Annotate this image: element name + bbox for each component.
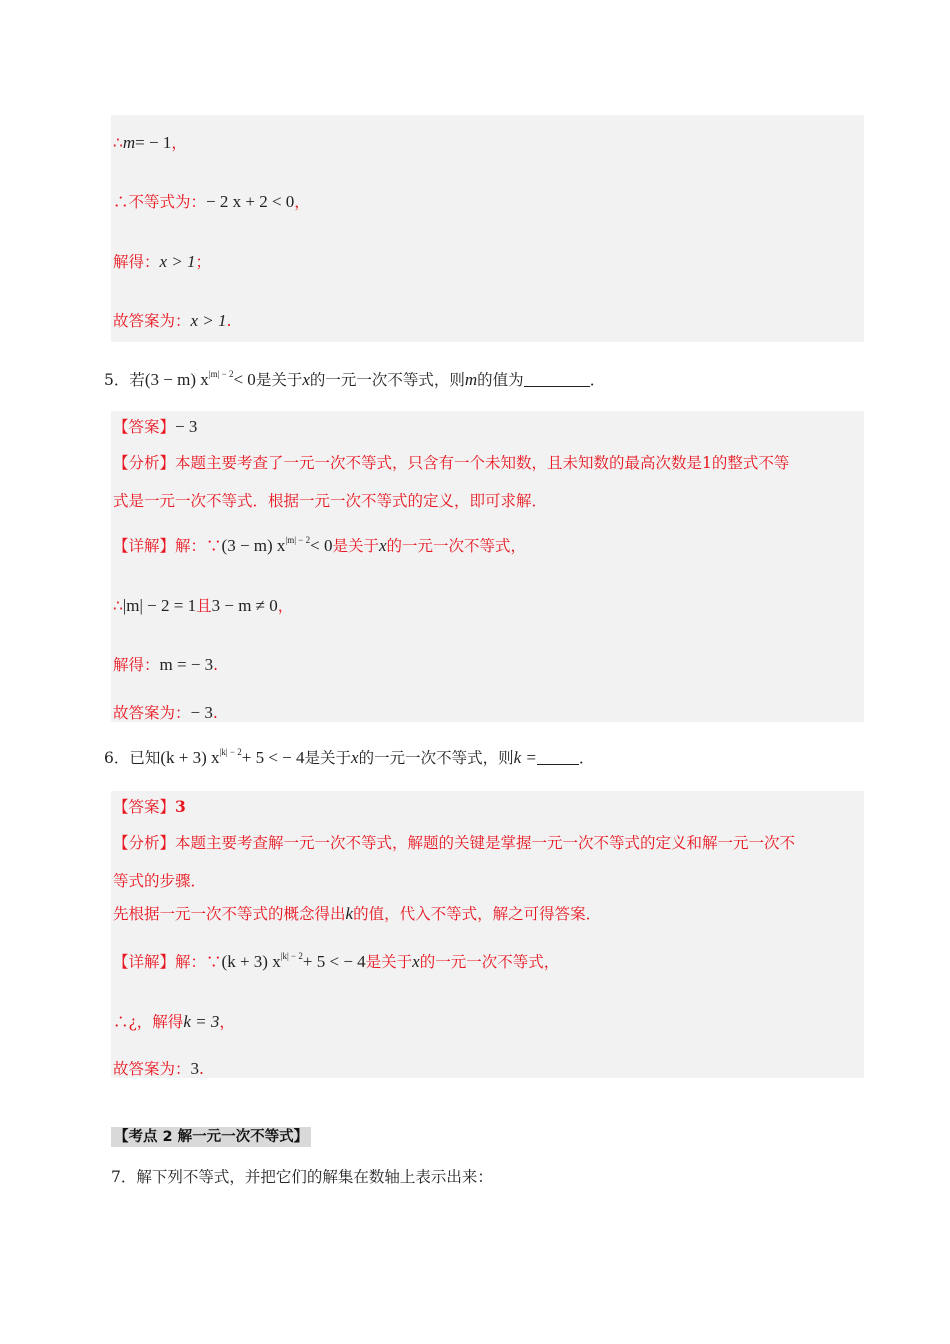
analysis-text: 先根据一元一次不等式的概念得出 [113, 905, 346, 923]
analysis-text: 的整式不等 [711, 454, 790, 472]
solution-text: 故答案为： [113, 312, 191, 330]
question-text: 的一元一次不等式，则 [309, 371, 465, 389]
analysis-line [113, 451, 789, 473]
math-expr: (3 − m) x [221, 536, 286, 555]
question-text: 的一元一次不等式，则 [358, 749, 514, 767]
math-expr: + 5 < − 4 [302, 952, 366, 971]
question-text: 是关于 [255, 371, 303, 389]
math-expr: (3 − m) x [144, 370, 209, 389]
therefore-symbol: ∴ [113, 597, 123, 615]
question-text: 是关于 [304, 749, 352, 767]
question-7 [111, 1165, 493, 1187]
math-expr: + 5 < − 4 [241, 748, 305, 767]
solution-block-previous [111, 115, 864, 342]
question-text: 解下列不等式，并把它们的解集在数轴上表示出来： [136, 1168, 493, 1186]
punct: ． [578, 749, 595, 767]
math-expr: < 0 [233, 370, 256, 389]
punct: . [199, 1060, 204, 1078]
math-var: x [302, 370, 310, 389]
answer-line [113, 795, 186, 817]
punct: ， [171, 134, 187, 152]
solution-text: ∴不等式为： [113, 193, 207, 211]
math-expr: k = 3 [183, 1012, 220, 1031]
analysis-tag: 【分析】 [113, 834, 176, 852]
punct: . [212, 704, 218, 722]
question-number: 5． [104, 371, 130, 389]
math-expr: 3 − m ≠ 0 [211, 596, 278, 615]
detail-text: ∴¿，解得 [113, 1013, 184, 1031]
math-var: x [378, 536, 387, 555]
analysis-text: 本题主要考查了一元一次不等式，只含有一个未知数，且未知数的最高次数是 [175, 454, 703, 472]
solution-line [113, 250, 211, 272]
math-var: m [122, 133, 136, 152]
detail-line [113, 1057, 204, 1079]
question-text: 的值为 [477, 371, 524, 389]
punct: ， [294, 193, 310, 211]
solution-line [113, 309, 231, 331]
math-exponent: |k| − 2 [219, 747, 242, 757]
math-expr: 3 [190, 1059, 200, 1078]
punct: ， [219, 1013, 235, 1031]
detail-text: 故答案为： [113, 1060, 191, 1078]
detail-line [113, 701, 218, 723]
answer-tag: 【答案】 [113, 418, 176, 436]
detail-text: 解得： [113, 656, 160, 674]
answer-blank [537, 750, 579, 765]
math-expr: x > 1 [159, 252, 196, 271]
detail-line [113, 1010, 235, 1032]
math-var: m [464, 370, 478, 389]
detail-text: 是关于 [365, 953, 413, 971]
question-number: 7． [111, 1168, 137, 1186]
punct: ． [589, 371, 606, 389]
detail-text: 故答案为： [113, 704, 191, 722]
punct: ； [195, 253, 212, 271]
solution-line [113, 190, 310, 212]
analysis-num: 1 [702, 454, 712, 472]
solution-text: 解得： [113, 253, 160, 271]
answer-value: − 3 [175, 417, 198, 436]
detail-text: 的一元一次不等式， [419, 953, 560, 971]
detail-tag: 【详解】 [113, 537, 176, 555]
question-number: 6． [104, 749, 130, 767]
math-expr: x > 1 [190, 311, 227, 330]
therefore-symbol: ∴ [113, 134, 123, 152]
punct: . [226, 312, 232, 330]
punct: . [213, 656, 219, 674]
question-5 [104, 368, 605, 390]
detail-line [113, 534, 526, 556]
section-heading: 【考点 2 解一元一次不等式】 [111, 1127, 311, 1147]
detail-text: 解：∵ [175, 537, 222, 555]
punct: ， [277, 597, 294, 615]
detail-tag: 【详解】 [113, 953, 176, 971]
detail-text: 是关于 [332, 537, 379, 555]
math-expr: = − 1 [135, 133, 172, 152]
analysis-line: 等式的步骤． [113, 872, 207, 890]
math-expr: − 3 [190, 703, 213, 722]
math-expr: < 0 [310, 536, 333, 555]
answer-blank [524, 372, 590, 387]
question-text: 若 [129, 371, 145, 389]
math-var: k [345, 904, 354, 923]
question-6 [104, 746, 594, 768]
answer-tag: 【答案】 [113, 798, 176, 816]
math-exponent: |k| − 2 [280, 951, 303, 961]
math-expr: − 2 x + 2 < 0 [206, 192, 295, 211]
math-var: x [351, 748, 359, 767]
detail-text: 解：∵ [175, 953, 222, 971]
math-expr: |m| − 2 = 1 [122, 596, 197, 615]
math-expr: k = [513, 748, 537, 767]
solution-line [113, 131, 187, 153]
math-expr: m = − 3 [159, 655, 214, 674]
detail-line [113, 653, 218, 675]
analysis-text: 的值，代入不等式，解之可得答案． [353, 905, 602, 923]
detail-text: 的一元一次不等式， [386, 537, 527, 555]
question-text: 已知 [129, 749, 161, 767]
detail-text: 且 [196, 597, 212, 615]
math-exponent: |m| − 2 [285, 535, 311, 545]
math-expr: (k + 3) x [160, 748, 220, 767]
detail-line [113, 594, 293, 616]
math-var: x [412, 952, 420, 971]
math-exponent: |m| − 2 [208, 369, 234, 379]
analysis-line: 式是一元一次不等式．根据一元一次不等式的定义，即可求解． [113, 492, 548, 510]
analysis-line [113, 831, 795, 853]
math-expr: (k + 3) x [221, 952, 281, 971]
analysis-text: 本题主要考查解一元一次不等式，解题的关键是掌握一元一次不等式的定义和解一元一次不 [175, 834, 796, 852]
analysis-line [113, 902, 601, 924]
detail-line [113, 950, 559, 972]
analysis-tag: 【分析】 [113, 454, 176, 472]
answer-value: 3 [175, 797, 186, 816]
answer-line [113, 415, 197, 437]
